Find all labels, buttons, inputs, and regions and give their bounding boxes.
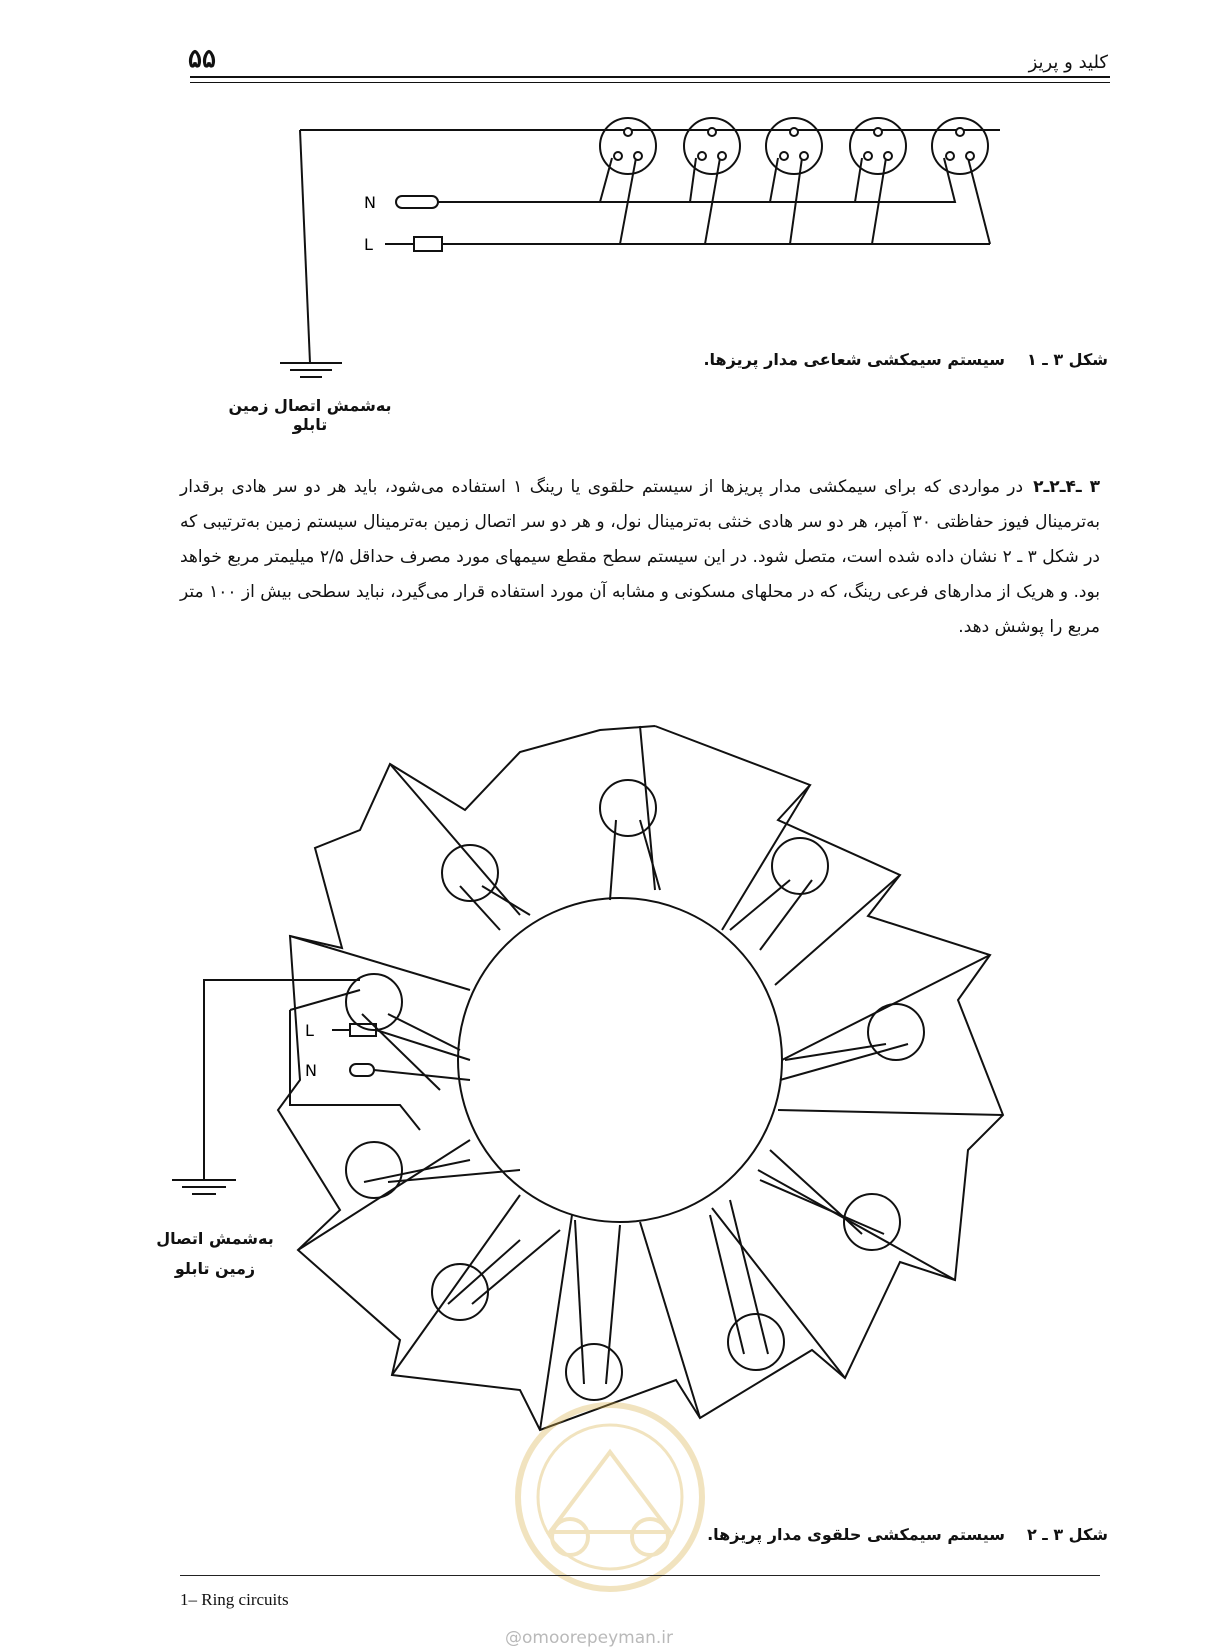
ring-socket-6 [346,1142,402,1198]
figure2-l-label: L [305,1021,314,1040]
outer-ring-segments [278,726,1003,1430]
figure2-n-label: N [305,1061,317,1080]
inner-ring [458,898,782,1222]
figure2-caption-text: سیستم سیمکشی حلقوی مدار پریزها. [707,1525,1005,1544]
figure2-caption-number: شکل ۳ ـ ۲ [1026,1525,1108,1544]
figure2-ground-label-line1: به‌شمش اتصال [156,1229,274,1248]
page-number: ۵۵ [188,44,216,74]
watermark-text: @omoorepeyman.ir [505,1628,674,1648]
ring-socket-5 [868,1004,924,1060]
ring-earth-wire [204,980,360,1180]
footnote: 1– Ring circuits [180,1590,289,1609]
ring-socket-4 [346,974,402,1030]
figure1-l-label: L [364,235,373,254]
figure1-caption-text: سیستم سیمکشی شعاعی مدار پریزها. [703,350,1005,369]
footnote-rule [180,1575,1100,1576]
figure2-caption [707,1525,1108,1544]
figure1-caption-number: شکل ۳ ـ ۱ [1026,350,1108,369]
running-header: کلید و پریز [1028,52,1108,73]
figure1-n-label: N [364,193,376,212]
ring-socket-2 [442,845,498,901]
section-number: ۳ ـ۴ـ۲ـ۲ [1033,477,1100,497]
figure1-ground-label: به‌شمش اتصال زمین تابلو [228,396,392,434]
section-body: در مواردی که برای سیمکشی مدار پریزها از سیستم حلقوی یا رینگ ۱ استفاده می‌شود، باید هر دو سر هادی برقدار به‌ترمینال فیوز حفاظتی ۳۰ آمپر، هر دو سر هادی خنثی به‌ترمینال نول، و هر دو سر اتصال زمین به‌ترمینال سیستم زمین به‌ترتیبی که در شکل ۳ ـ ۲ نشان داده شده است، متصل شود. در این سیستم سطح مقطع سیمهای مورد مصرف حداقل ۲/۵ میلیمتر مربع خواهد بود. و هریک از مدارهای فرعی رینگ، که در محلهای مسکونی و مشابه آن مورد استفاده قرار می‌گیرد، نباید سطحی بیش از ۱۰۰ متر مربع را پوشش دهد. [180,477,1100,637]
watermark-logo [510,1372,710,1622]
ring-neutral-link [350,1064,374,1076]
ring-socket-3 [772,838,828,894]
figure2-ground-label [150,1224,280,1284]
figure2-ground-label-line2: زمین تابلو [174,1259,256,1278]
